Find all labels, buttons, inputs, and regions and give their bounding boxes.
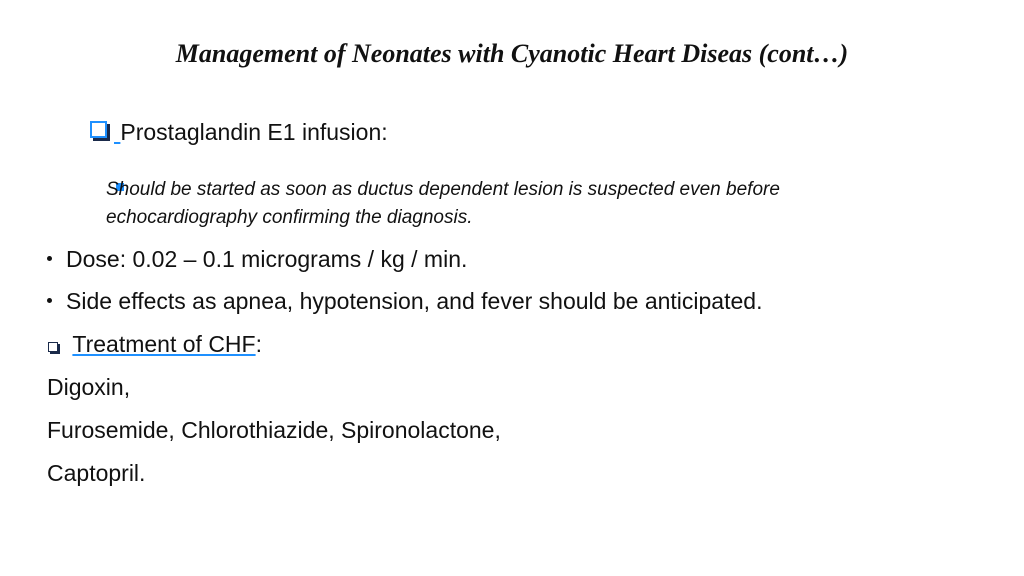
round-bullet-icon (47, 298, 52, 303)
heading-prostaglandin (114, 117, 388, 147)
drug-line-digoxin: Digoxin, (47, 374, 131, 400)
heading-chf-suffix: : (255, 331, 262, 357)
heading-prostaglandin-text: Prostaglandin E1 infusion: (120, 119, 388, 145)
drug-line-diuretics: Furosemide, Chlorothiazide, Spironolactone, (47, 417, 501, 443)
drug-line-captopril: Captopril. (47, 460, 146, 486)
round-bullet-icon (47, 256, 52, 261)
sub-bullet-line-2: echocardiography confirming the diagnosis. (106, 207, 473, 228)
bullet-side-effects: Side effects as apnea, hypotension, and fever should be anticipated. (66, 288, 763, 314)
heading-chf (66, 329, 262, 359)
small-hollow-square-bullet-icon (48, 342, 58, 352)
heading-chf-text: Treatment of CHF (72, 331, 256, 357)
slide-title: Management of Neonates with Cyanotic Heart Diseas (cont…) (175, 39, 849, 68)
bullet-dose: Dose: 0.02 – 0.1 micrograms / kg / min. (66, 246, 468, 272)
sub-bullet-line-1: Should be started as soon as ductus dependent lesion is suspected even before (106, 179, 780, 200)
hollow-square-bullet-icon (90, 121, 107, 138)
